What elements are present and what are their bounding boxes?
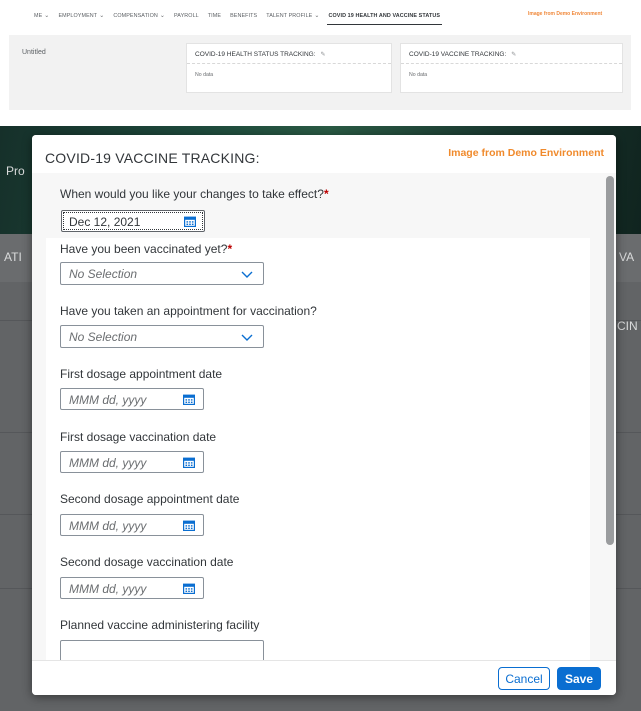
- divider: [401, 63, 622, 64]
- facility-input[interactable]: [60, 640, 264, 660]
- second-appointment-date-label: Second dosage appointment date: [60, 492, 240, 506]
- effective-date-input[interactable]: Dec 12, 2021: [61, 210, 205, 232]
- save-button[interactable]: Save: [557, 667, 601, 690]
- nav-tab-talent-profile[interactable]: TALENT PROFILE ⌄: [266, 12, 320, 19]
- second-appointment-date-input[interactable]: MMM dd, yyyy: [60, 514, 204, 536]
- nav-tab-compensation[interactable]: COMPENSATION ⌄: [113, 12, 165, 19]
- appointment-label: Have you taken an appointment for vaccination?: [60, 304, 317, 318]
- first-appointment-date-input[interactable]: MMM dd, yyyy: [60, 388, 204, 410]
- demo-environment-note: Image from Demo Environment: [448, 147, 604, 159]
- nav-tab-covid-status[interactable]: COVID 19 HEALTH AND VACCINE STATUS: [328, 12, 441, 19]
- required-indicator: *: [323, 187, 329, 201]
- nav-tabs: [34, 12, 449, 19]
- top-navigation: [0, 0, 641, 34]
- calendar-icon[interactable]: [184, 216, 196, 227]
- chevron-down-icon: ⌄: [44, 13, 50, 19]
- no-data-text: No data: [195, 72, 214, 78]
- background-text: ATI: [4, 250, 22, 264]
- background-text: Pro: [6, 164, 25, 178]
- facility-label: Planned vaccine administering facility: [60, 618, 260, 632]
- scrollbar-thumb[interactable]: [606, 176, 614, 545]
- pencil-icon[interactable]: ✎: [511, 52, 517, 58]
- appointment-select[interactable]: No Selection: [60, 325, 264, 348]
- demo-environment-note: Image from Demo Environment: [528, 11, 603, 17]
- first-appointment-date-label: First dosage appointment date: [60, 367, 223, 381]
- pencil-icon[interactable]: ✎: [320, 52, 326, 58]
- nav-tab-employment[interactable]: EMPLOYMENT ⌄: [58, 12, 105, 19]
- chevron-down-icon: ⌄: [99, 13, 105, 19]
- chevron-down-icon: [241, 269, 253, 279]
- divider: [187, 63, 391, 64]
- card-title: COVID-19 HEALTH STATUS TRACKING: ✎: [195, 51, 326, 58]
- first-vaccination-date-input[interactable]: MMM dd, yyyy: [60, 451, 204, 473]
- vaccine-tracking-dialog: [32, 135, 616, 695]
- background-text: CIN: [617, 319, 638, 333]
- nav-tab-payroll[interactable]: PAYROLL: [174, 12, 199, 19]
- cancel-button[interactable]: Cancel: [498, 667, 550, 690]
- chevron-down-icon: [241, 332, 253, 342]
- nav-tab-time[interactable]: TIME: [207, 12, 222, 19]
- calendar-icon[interactable]: [183, 520, 195, 531]
- vaccinated-select[interactable]: No Selection: [60, 262, 264, 285]
- vaccine-tracking-card: [400, 43, 623, 93]
- vaccinated-label: Have you been vaccinated yet?*: [60, 242, 233, 256]
- nav-tab-benefits[interactable]: BENEFITS: [230, 12, 258, 19]
- dialog-body: [32, 173, 604, 660]
- nav-tab-me[interactable]: ME ⌄: [34, 12, 50, 19]
- effective-date-label: When would you like your changes to take effect?*: [60, 187, 329, 201]
- chevron-down-icon: ⌄: [314, 13, 320, 19]
- background-text: VA: [619, 250, 635, 264]
- no-data-text: No data: [409, 72, 428, 78]
- calendar-icon[interactable]: [183, 583, 195, 594]
- untitled-label: Untitled: [22, 49, 46, 56]
- scrollbar[interactable]: [604, 173, 616, 660]
- required-indicator: *: [227, 242, 233, 256]
- second-vaccination-date-label: Second dosage vaccination date: [60, 555, 234, 569]
- second-vaccination-date-input[interactable]: MMM dd, yyyy: [60, 577, 204, 599]
- health-status-card: [186, 43, 392, 93]
- first-vaccination-date-label: First dosage vaccination date: [60, 430, 217, 444]
- dialog-footer: [32, 660, 616, 695]
- card-title: COVID-19 VACCINE TRACKING: ✎: [409, 51, 517, 58]
- calendar-icon[interactable]: [183, 457, 195, 468]
- dialog-header: [32, 135, 616, 174]
- dialog-title: COVID-19 VACCINE TRACKING:: [45, 150, 260, 166]
- chevron-down-icon: ⌄: [159, 13, 165, 19]
- calendar-icon[interactable]: [183, 394, 195, 405]
